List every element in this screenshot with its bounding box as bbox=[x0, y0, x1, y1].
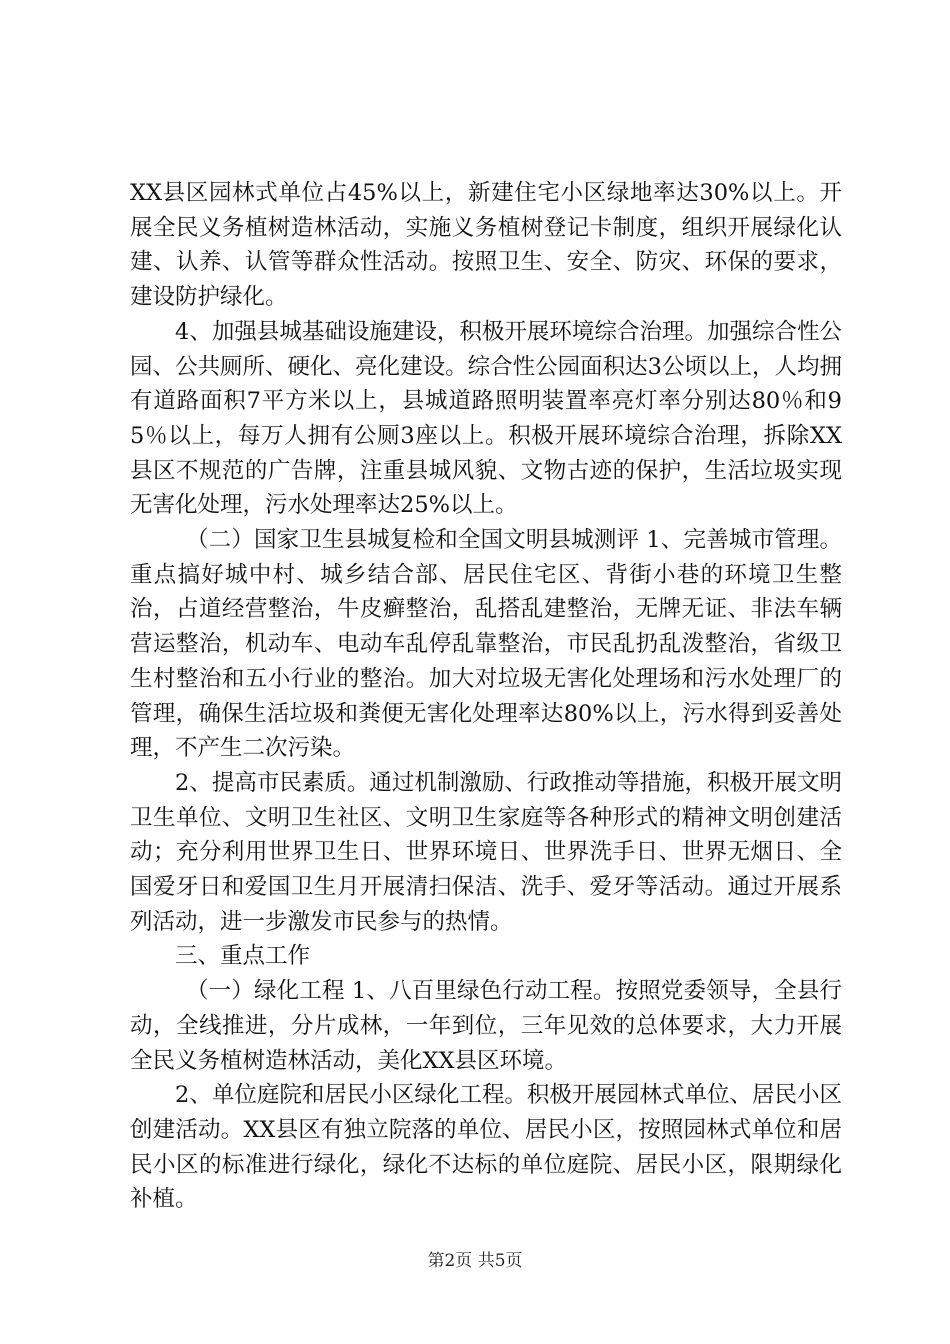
paragraph-greening-project: （一）绿化工程 1、八百里绿色行动工程。按照党委领导，全县行动，全线推进，分片成林，一年到位，三年见效的总体要求，大力开展全民义务植树造林活动，美化XX县区环境。 bbox=[130, 978, 842, 1074]
paragraph-greening-ratio: XX县区园林式单位占45%以上，新建住宅小区绿地率达30%以上。开展全民义务植树造林活动，实施义务植树登记卡制度，组织开展绿化认建、认养、认管等群众性活动。按照卫生、安全、防灾、环保的要求，建设防护绿化。 bbox=[130, 180, 842, 311]
paragraph-sanitation-review: （二）国家卫生县城复检和全国文明县城测评 1、完善城市管理。重点搞好城中村、城乡结合部、居民住宅区、背街小巷的环境卫生整治，占道经营整治，牛皮癣整治，乱搭乱建整治，无牌无证、非法车辆营运整治，机动车、电动车乱停乱靠整治，市民乱扔乱泼整治，省级卫生村整治和五小行业的整治。加大对垃圾无害化处理场和污水处理厂的管理，确保生活垃圾和粪便无害化处理率达80%以上，污水得到妥善处理，不产生二次污染。 bbox=[130, 527, 842, 762]
page-footer: 第2页 共5页 bbox=[427, 1251, 523, 1271]
paragraph-courtyard-greening: 2、单位庭院和居民小区绿化工程。积极开展园林式单位、居民小区创建活动。XX县区有独立院落的单位、居民小区，按照园林式单位和居民小区的标准进行绿化，绿化不达标的单位庭院、居民小区，限期绿化补植。 bbox=[130, 1082, 842, 1213]
document-body bbox=[130, 176, 842, 1217]
section-heading-key-work: 三、重点工作 bbox=[175, 943, 311, 970]
paragraph-infrastructure: 4、加强县城基础设施建设，积极开展环境综合治理。加强综合性公园、公共厕所、硬化、亮化建设。综合性公园面积达3公顷以上，人均拥有道路面积7平方米以上，县城道路照明装置率亮灯率分别达80％和95％以上，每万人拥有公厕3座以上。积极开展环境综合治理，拆除XX县区不规范的广告牌，注重县城风貌、文物古迹的保护，生活垃圾实现无害化处理，污水处理率达25%以上。 bbox=[130, 318, 842, 519]
paragraph-citizen-quality: 2、提高市民素质。通过机制激励、行政推动等措施，积极开展文明卫生单位、文明卫生社区、文明卫生家庭等各种形式的精神文明创建活动；充分利用世界卫生日、世界环境日、世界洗手日、世界无烟日、全国爱牙日和爱国卫生月开展清扫保洁、洗手、爱牙等活动。通过开展系列活动，进一步激发市民参与的热情。 bbox=[130, 769, 842, 935]
